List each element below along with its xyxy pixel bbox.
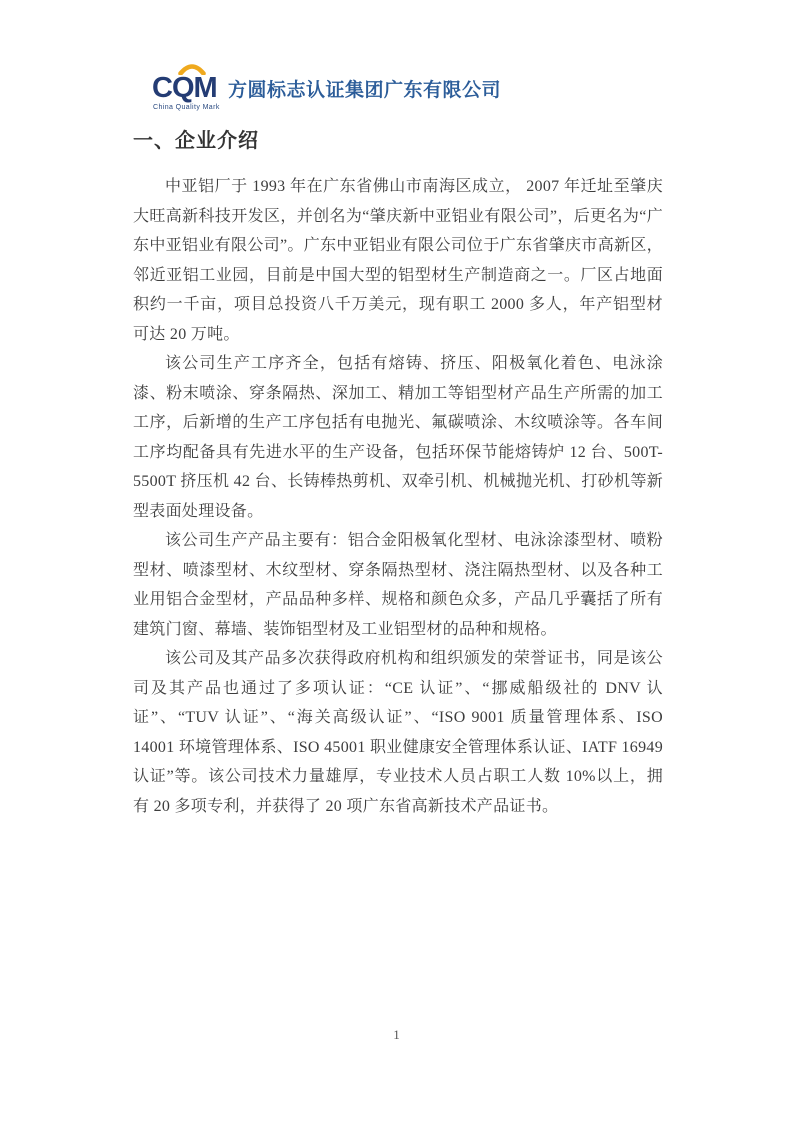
paragraph-certifications: 该公司及其产品多次获得政府机构和组织颁发的荣誉证书，同是该公司及其产品也通过了多项认证：“CE 认证”、“挪威船级社的 DNV 认证”、“TUV 认证”、“海关高级认证”、“ISO 9001 质量管理体系、ISO 14001 环境管理体系、ISO 45001 职业健康安全管理体系认证、IATF 16949 认证”等。该公司技术力量雄厚，专业技术人员占职工人数 10%以上，拥有 20 多项专利，并获得了 20 项广东省高新技术产品证书。 — [133, 650, 663, 815]
page-footer — [0, 1026, 793, 1044]
paragraph-company-history: 中亚铝厂于 1993 年在广东省佛山市南海区成立， 2007 年迁址至肇庆大旺高新科技开发区，并创名为“肇庆新中亚铝业有限公司”，后更名为“广东中亚铝业有限公司”。广东中亚铝业有限公司位于广东省肇庆市高新区，邻近亚铝工业园，目前是中国大型的铝型材生产制造商之一。厂区占地面积约一千亩，项目总投资八千万美元，现有职工 2000 多人，年产铝型材可达 20 万吨。 — [133, 178, 663, 343]
paragraph-products: 该公司生产产品主要有：铝合金阳极氧化型材、电泳涂漆型材、喷粉型材、喷漆型材、木纹型材、穿条隔热型材、浇注隔热型材、以及各种工业用铝合金型材，产品品种多样、规格和颜色众多，产品几乎囊括了所有建筑门窗、幕墙、装饰铝型材及工业铝型材的品种和规格。 — [133, 532, 663, 638]
logo-cqm-text: CQM — [152, 72, 217, 104]
paragraph-production-processes: 该公司生产工序齐全，包括有熔铸、挤压、阳极氧化着色、电泳涂漆、粉末喷涂、穿条隔热、深加工、精加工等铝型材产品生产所需的加工工序，后新增的生产工序包括有电抛光、氟碳喷涂、木纹喷涂等。各车间工序均配备具有先进水平的生产设备，包括环保节能熔铸炉 12 台、500T-5500T 挤压机 42 台、长铸棒热剪机、双牵引机、机械抛光机、打砂机等新型表面处理设备。 — [133, 355, 663, 520]
logo-tagline: China Quality Mark — [153, 104, 220, 111]
logo-company-name: 方圆标志认证集团广东有限公司 — [228, 80, 502, 101]
cqm-logo — [152, 62, 218, 114]
page-number: 1 — [393, 1027, 400, 1042]
section-heading: 一、企业介绍 — [133, 130, 259, 152]
company-letterhead — [152, 62, 501, 114]
document-body — [133, 128, 663, 821]
